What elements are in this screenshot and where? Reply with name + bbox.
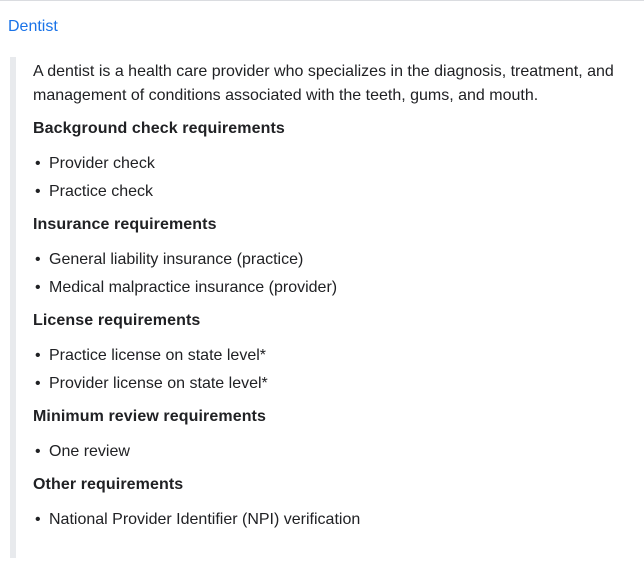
insurance-list: [33, 246, 644, 302]
bullet-icon: •: [35, 511, 41, 528]
list-item: [33, 150, 644, 178]
bullet-icon: •: [35, 347, 41, 364]
list-item: [33, 506, 644, 534]
list-item-text: One review: [49, 443, 130, 460]
top-divider: [0, 0, 644, 1]
other-requirements-heading: Other requirements: [33, 476, 184, 493]
insurance-heading: Insurance requirements: [33, 216, 217, 233]
list-item: [33, 178, 644, 206]
license-heading: License requirements: [33, 312, 201, 329]
list-item: [33, 438, 644, 466]
minimum-review-heading: Minimum review requirements: [33, 408, 266, 425]
dentist-description: A dentist is a health care provider who specializes in the diagnosis, treatment, and management of conditions associated with the teeth, gums, and mouth.: [33, 63, 614, 104]
requirements-panel: [10, 57, 644, 558]
list-item-text: Practice license on state level*: [49, 347, 266, 364]
bullet-icon: •: [35, 279, 41, 296]
other-requirements-list: [33, 506, 644, 534]
list-item-text: Medical malpractice insurance (provider): [49, 279, 338, 296]
list-item-text: General liability insurance (practice): [49, 251, 304, 268]
minimum-review-list: [33, 438, 644, 466]
bullet-icon: •: [35, 251, 41, 268]
requirements-content: [33, 60, 644, 542]
list-item-text: Provider license on state level*: [49, 375, 268, 392]
list-item: [33, 246, 644, 274]
bullet-icon: •: [35, 183, 41, 200]
list-item-text: Provider check: [49, 155, 155, 172]
list-item: [33, 274, 644, 302]
background-check-heading: Background check requirements: [33, 120, 285, 137]
license-list: [33, 342, 644, 398]
list-item-text: National Provider Identifier (NPI) verification: [49, 511, 361, 528]
bullet-icon: •: [35, 443, 41, 460]
background-check-list: [33, 150, 644, 206]
bullet-icon: •: [35, 155, 41, 172]
list-item-text: Practice check: [49, 183, 154, 200]
list-item: [33, 342, 644, 370]
list-item: [33, 370, 644, 398]
dentist-link[interactable]: Dentist: [8, 18, 58, 35]
bullet-icon: •: [35, 375, 41, 392]
